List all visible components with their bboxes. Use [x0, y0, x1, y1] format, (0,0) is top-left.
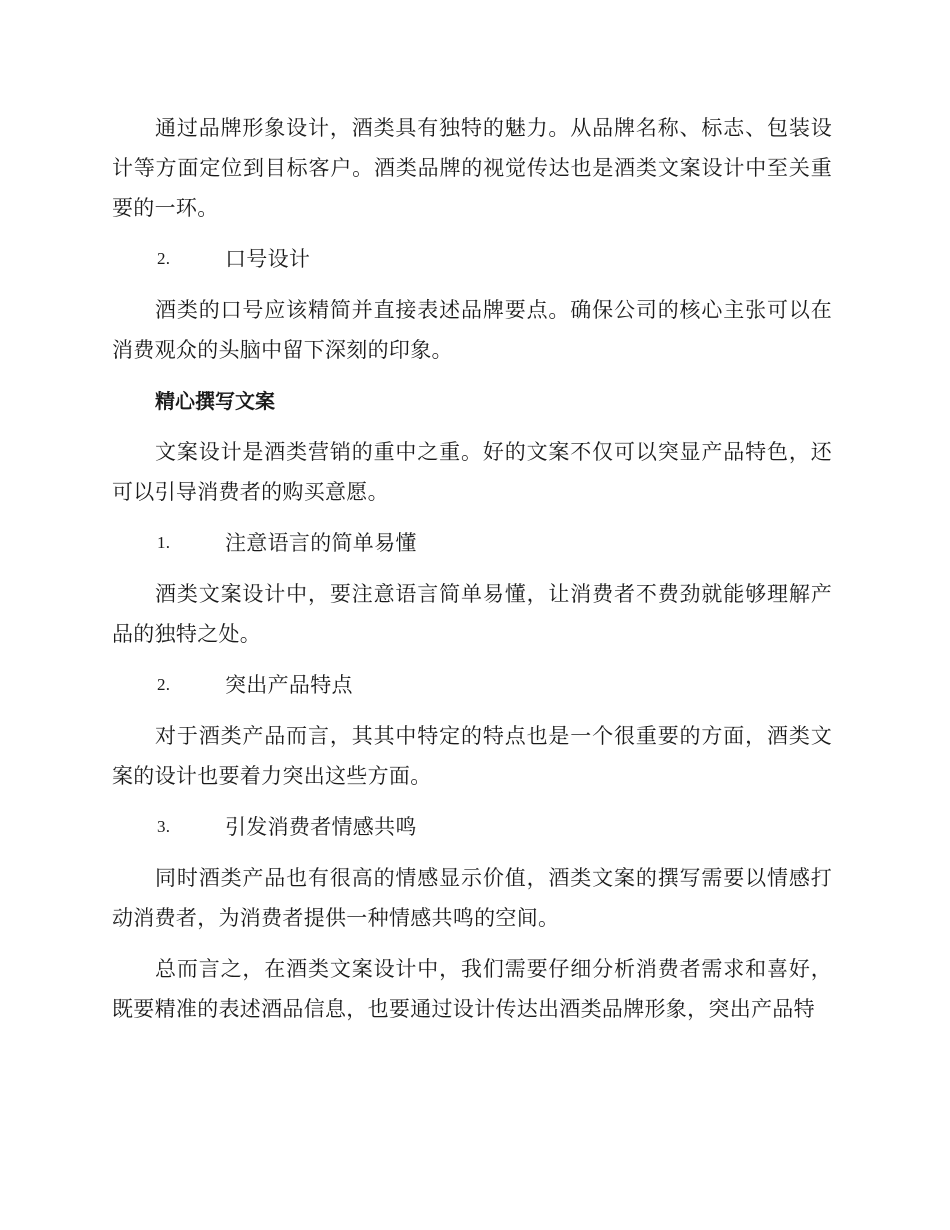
- list-item-simple-language: [112, 523, 832, 563]
- paragraph-copywriting: 文案设计是酒类营销的重中之重。好的文案不仅可以突显产品特色，还可以引导消费者的购买意愿。: [112, 440, 832, 504]
- list-item-slogan: [112, 239, 832, 279]
- paragraph-slogan: 酒类的口号应该精简并直接表述品牌要点。确保公司的核心主张可以在消费观众的头脑中留下深刻的印象。: [112, 298, 832, 362]
- list-label: 引发消费者情感共鸣: [225, 815, 417, 839]
- list-label: 注意语言的简单易懂: [225, 531, 417, 555]
- list-number: 3.: [157, 817, 171, 836]
- paragraph-product-features: 对于酒类产品而言，其其中特定的特点也是一个很重要的方面，酒类文案的设计也要着力突出这些方面。: [112, 724, 832, 788]
- list-number: 2.: [157, 249, 171, 268]
- list-number: 2.: [157, 675, 171, 694]
- list-item-product-features: [112, 665, 832, 705]
- section-heading: 精心撰写文案: [155, 389, 275, 413]
- list-number: 1.: [157, 533, 171, 552]
- document-body: [112, 108, 832, 1040]
- list-item-emotional-resonance: [112, 807, 832, 847]
- list-label: 口号设计: [225, 247, 311, 271]
- paragraph-brand-image: 通过品牌形象设计，酒类具有独特的魅力。从品牌名称、标志、包装设计等方面定位到目标客户。酒类品牌的视觉传达也是酒类文案设计中至关重要的一环。: [112, 116, 832, 220]
- paragraph-simple-language: 酒类文案设计中，要注意语言简单易懂，让消费者不费劲就能够理解产品的独特之处。: [112, 582, 832, 646]
- paragraph-conclusion: 总而言之，在酒类文案设计中，我们需要仔细分析消费者需求和喜好，既要精准的表述酒品信息，也要通过设计传达出酒类品牌形象，突出产品特: [112, 957, 832, 1021]
- list-label: 突出产品特点: [225, 673, 353, 697]
- paragraph-emotional-resonance: 同时酒类产品也有很高的情感显示价值，酒类文案的撰写需要以情感打动消费者，为消费者提供一种情感共鸣的空间。: [112, 866, 832, 930]
